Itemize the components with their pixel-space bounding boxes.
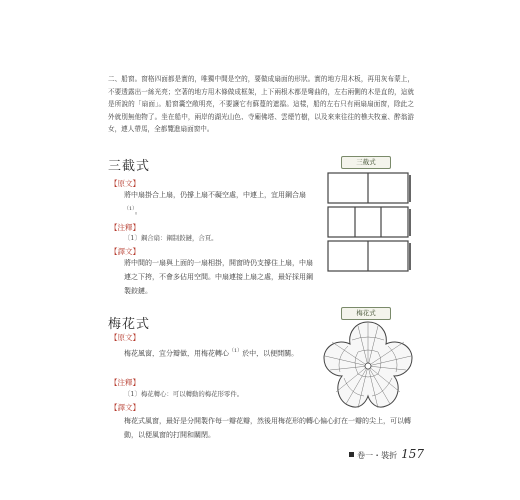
section-title-sanjie: 三截式	[108, 159, 151, 174]
translation-text: 梅花式風窗，最好是分開製作每一瓣花瓣，然後用梅花形的轉心偏心釘在一瓣的尖上，可以轉動，以便風窗的打開和關閉。	[124, 417, 411, 439]
section-title-meihua: 梅花式	[108, 317, 151, 332]
note-text: 〔1〕梅花轉心：可以轉動的梅花形零件。	[124, 390, 244, 398]
section-badge-sanjie: 三截式	[341, 156, 391, 169]
chapter-label: 卷一・裝折	[357, 451, 398, 460]
page-number: 157	[401, 447, 424, 461]
section-badge-meihua: 梅花式	[341, 307, 391, 320]
intro-paragraph: 二、船窗。窗格四面都是實的，唯獨中間是空的，要做成扇面的形狀。實的地方用木板，再用灰布蒙上，不要透露出一絲光亮；空著的地方用木條做成框架，上下兩根木都是彎曲的，左右兩側的木是直的，這就是所說的「扇面」。船窗囊空敞明亮，不要讓它有蘇蔓的遮擋。這樣，船的左右只有兩扇扇面窗，除此之外就別無他物了。坐在船中，兩岸的湖光山色、寺廟佛塔、雲煙竹樹，以及來來往往的樵夫牧童、醉翁游女，連人帶馬，全都覽進扇面窗中。	[108, 75, 414, 133]
tag-translation: 【譯文】	[110, 247, 140, 256]
note-text: 〔1〕鋼合扇：鋼制鉸鏈，合頁。	[124, 234, 218, 242]
tag-note: 【注釋】	[110, 223, 140, 232]
pivot-center	[365, 363, 371, 369]
tag-note: 【注釋】	[110, 378, 140, 387]
original-text: 將中扇掛合上扇，仍撐上扇不礙空處，中連上，宜用鋼合扇$^{(1)}$。	[124, 191, 306, 216]
page-footer	[349, 447, 424, 461]
tag-original: 【原文】	[110, 333, 140, 342]
footer-marker-icon	[349, 452, 354, 457]
tag-original: 【原文】	[110, 179, 140, 188]
plum-blossom-window-diagram	[318, 318, 418, 412]
translation-text: 將中間的一扇與上面的一扇相掛，開窗時仍支撐住上扇，中扇連之下挎，不會多佔用空間。中扇連接上扇之處，最好採用鋼製鉸鏈。	[124, 259, 313, 295]
tag-translation: 【譯文】	[110, 403, 140, 412]
original-text: 梅花風窗，宜分瓣做，用梅花轉心$^{(1)}$於中，以便開關。	[124, 348, 299, 358]
three-section-window-diagram	[327, 172, 411, 274]
